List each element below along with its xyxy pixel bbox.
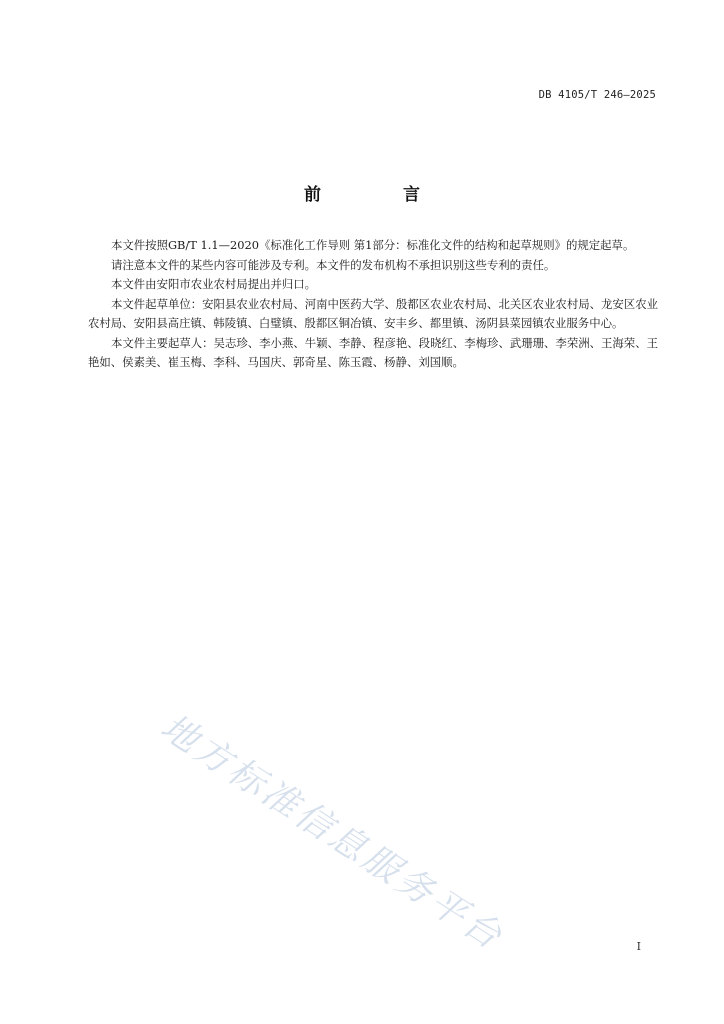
paragraph-patent-notice: 请注意本文件的某些内容可能涉及专利。本文件的发布机构不承担识别这些专利的责任。: [111, 257, 556, 272]
paragraph-proposer: 本文件由安阳市农业农村局提出并归口。: [111, 277, 317, 291]
document-code: DB 4105/T 246—2025: [538, 89, 656, 101]
page-title: 前 言: [304, 185, 458, 205]
paragraph-drafting-rules: 本文件按照GB/T 1.1—2020《标准化工作导则 第1部分：标准化文件的结构和起草规则》的规定起草。: [111, 238, 635, 252]
document-body: [88, 236, 658, 373]
page-number: I: [636, 940, 641, 953]
paragraph-drafters: 本文件主要起草人：吴志珍、李小燕、牛颖、李静、程彦艳、段晓红、李梅珍、武珊珊、李荣洲、王海荣、王艳如、侯素美、崔玉梅、李科、马国庆、郭奇星、陈玉霞、杨静、刘国顺。: [88, 335, 658, 369]
paragraph-drafting-units: 本文件起草单位：安阳县农业农村局、河南中医药大学、殷都区农业农村局、北关区农业农村局、龙安区农业农村局、安阳县高庄镇、韩陵镇、白璧镇、殷都区铜冶镇、安丰乡、都里镇、汤阴县菜园镇农业服务中心。: [88, 296, 658, 330]
watermark: 地方标准信息服务平台: [153, 706, 512, 959]
